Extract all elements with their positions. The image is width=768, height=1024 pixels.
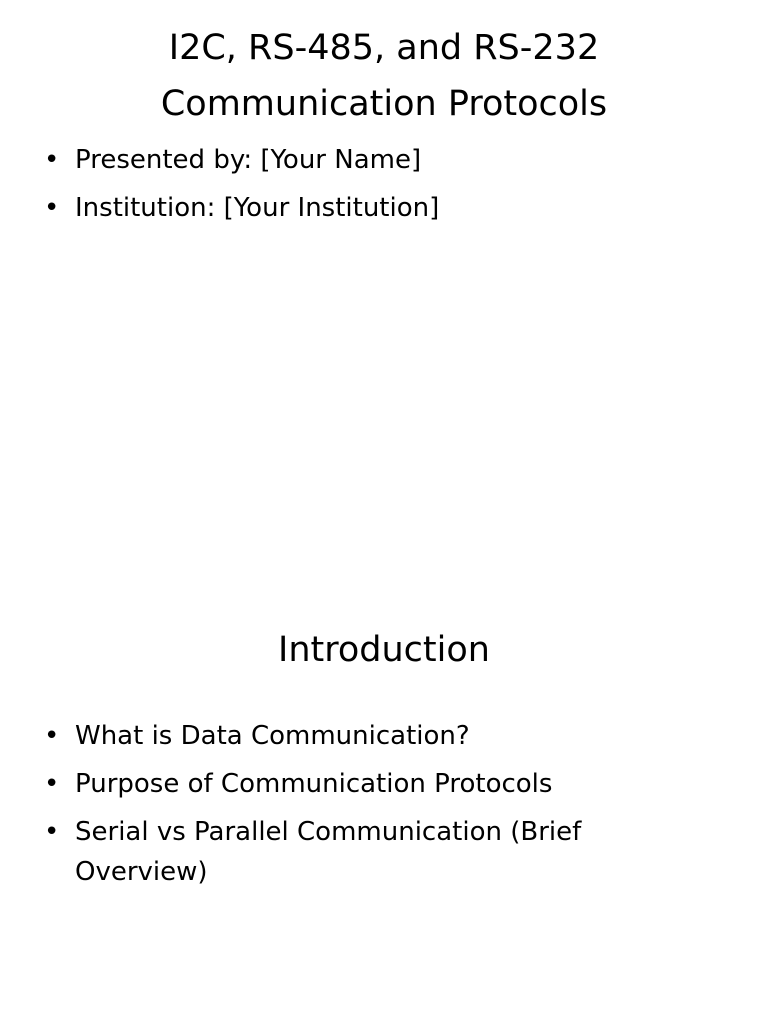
bullet-text: Purpose of Communication Protocols (75, 769, 553, 799)
bullet-icon: • (44, 193, 60, 223)
bullet-text: Institution: [Your Institution] (75, 193, 440, 223)
introduction-slide (0, 512, 768, 1024)
bullet-text: What is Data Communication? (75, 721, 470, 751)
list-item (44, 812, 684, 892)
bullet-list (44, 716, 684, 900)
list-item (44, 716, 684, 756)
bullet-icon: • (44, 817, 60, 847)
bullet-text: Presented by: [Your Name] (75, 145, 422, 175)
bullet-icon: • (44, 721, 60, 751)
title-line-2: Communication Protocols (160, 84, 608, 124)
bullet-text: Serial vs Parallel Communication (Brief Overview) (75, 817, 582, 887)
list-item (44, 764, 684, 804)
list-item (44, 188, 684, 228)
bullet-list (44, 140, 684, 236)
list-item (44, 140, 684, 180)
bullet-icon: • (44, 145, 60, 175)
slide-title: Introduction (278, 630, 490, 670)
title-line-1: I2C, RS-485, and RS-232 (168, 28, 600, 68)
slide-title (40, 20, 728, 132)
bullet-icon: • (44, 769, 60, 799)
